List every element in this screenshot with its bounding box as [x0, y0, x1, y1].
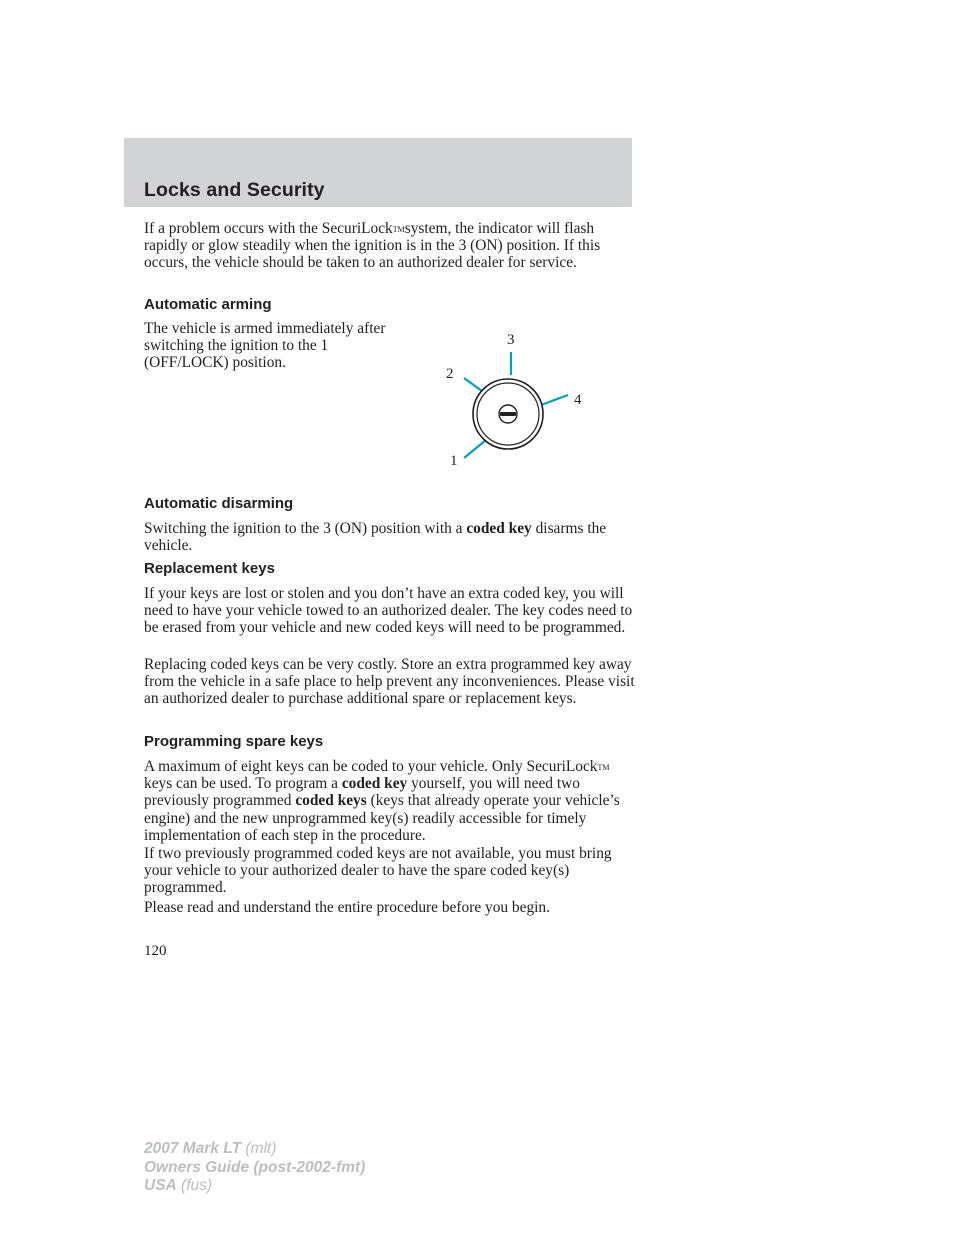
position-label-3: 3	[507, 332, 515, 348]
automatic-disarming-paragraph: Switching the ignition to the 3 (ON) position with a coded key disarms the vehicle.	[144, 520, 607, 555]
replacement-keys-paragraph-2: Replacing coded keys can be very costly. Store an extra programmed key away from the vehicle in a safe place to help prevent any inconveniences. Please visit an authorized dealer to purchase additional spare or replacement keys.	[144, 656, 635, 708]
intro-paragraph: If a problem occurs with the SecuriLock™system, the indicator will flash rapidly or glow steadily when the ignition is in the 3 (ON) position. If this occurs, the vehicle should be taken to an authorized dealer for service.	[144, 220, 601, 272]
footer-line-1: 2007 Mark LT (mlt)	[144, 1140, 277, 1157]
automatic-arming-paragraph: The vehicle is armed immediately after switching the ignition to the 1 (OFF/LOCK) position.	[144, 320, 386, 372]
footer-line-3: USA (fus)	[144, 1177, 213, 1194]
programming-paragraph-3: Please read and understand the entire procedure before you begin.	[144, 899, 550, 916]
heading-programming-spare-keys: Programming spare keys	[144, 733, 324, 750]
programming-paragraph-1: A maximum of eight keys can be coded to your vehicle. Only SecuriLock™ keys can be used. To program a coded key yourself, you will need two previously programmed coded keys (keys that already operate your vehicle’s engine) and the new unprogrammed key(s) readily accessible for timely implementation of each step in the procedure.	[144, 758, 620, 844]
document-footer	[144, 1140, 365, 1196]
heading-automatic-disarming: Automatic disarming	[144, 495, 294, 512]
replacement-keys-paragraph-1: If your keys are lost or stolen and you don’t have an extra coded key, you will need to have your vehicle towed to an authorized dealer. The key codes need to be erased from your vehicle and new coded keys will need to be programmed.	[144, 585, 633, 637]
heading-replacement-keys: Replacement keys	[144, 560, 275, 577]
footer-line-2: Owners Guide (post-2002-fmt)	[144, 1158, 366, 1176]
key-slot	[500, 412, 516, 416]
section-title: Locks and Security	[144, 179, 325, 201]
page-number: 120	[144, 943, 167, 959]
heading-automatic-arming: Automatic arming	[144, 296, 272, 313]
position-line-4	[541, 395, 568, 405]
section-header	[124, 138, 632, 207]
programming-paragraph-2: If two previously programmed coded keys are not available, you must bring your vehicle to your authorized dealer to have the spare coded key(s) programmed.	[144, 845, 612, 897]
ignition-positions-diagram	[428, 320, 598, 475]
position-label-2: 2	[446, 366, 454, 382]
position-label-1: 1	[450, 453, 458, 469]
position-line-1	[464, 440, 486, 458]
trademark-mark-2: TM	[597, 763, 610, 772]
position-label-4: 4	[574, 392, 582, 408]
trademark-mark: TM	[392, 225, 405, 234]
